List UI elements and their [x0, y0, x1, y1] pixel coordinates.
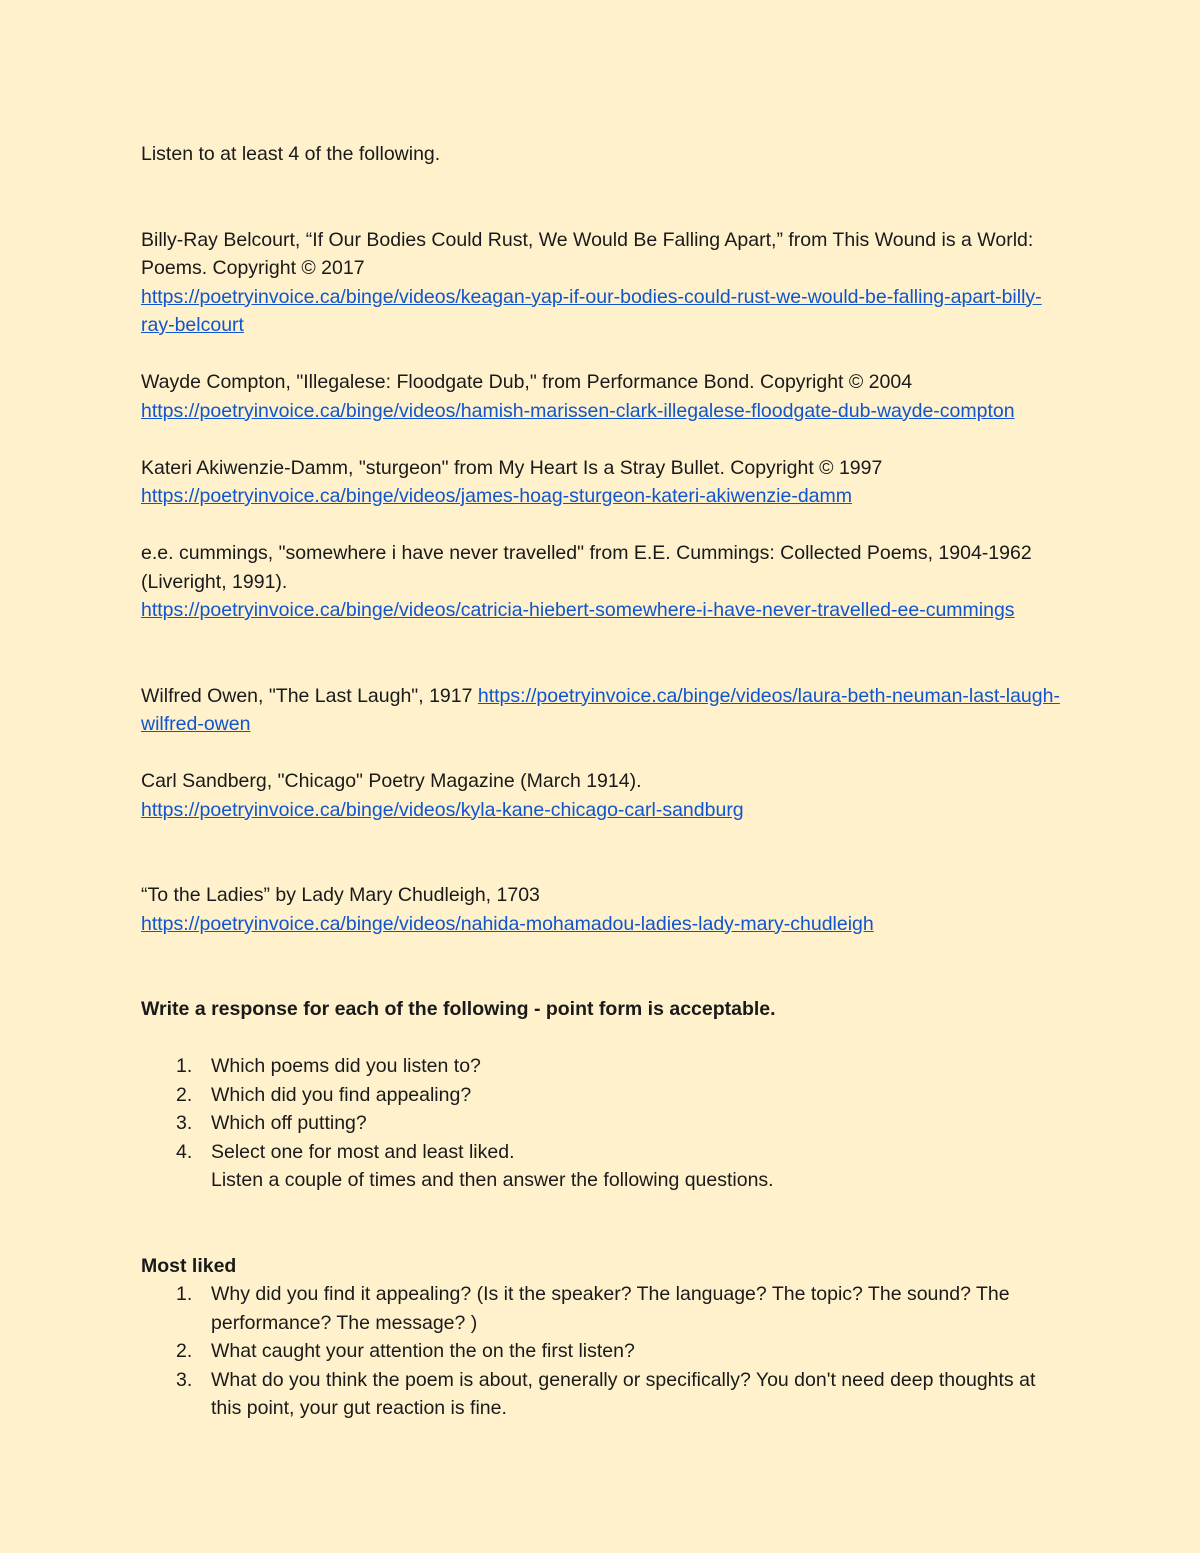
list-item-text: What caught your attention the on the first listen? — [211, 1340, 635, 1362]
response-list — [141, 1052, 1066, 1166]
response-continuation: Listen a couple of times and then answer the following questions. — [211, 1169, 774, 1191]
spacer — [141, 625, 1066, 682]
intro-text: Listen to at least 4 of the following. — [141, 143, 441, 165]
list-item — [141, 1366, 1066, 1423]
list-item — [141, 1109, 1066, 1138]
response-heading: Write a response for each of the following - point form is acceptable. — [141, 998, 776, 1020]
poem-entry-compton — [141, 368, 1066, 425]
list-item — [141, 1081, 1066, 1110]
poem-link[interactable]: https://poetryinvoice.ca/binge/videos/nahida-mohamadou-ladies-lady-mary-chudleigh — [141, 912, 874, 935]
spacer — [141, 1024, 1066, 1053]
poem-entry-cummings — [141, 539, 1066, 625]
poem-link[interactable]: https://poetryinvoice.ca/binge/videos/catricia-hiebert-somewhere-i-have-never-travelled-ee-cummings — [141, 599, 1015, 621]
list-number: 3. — [176, 1368, 193, 1391]
list-item — [141, 1138, 1066, 1167]
poem-entry-belcourt — [141, 226, 1066, 340]
list-number: 2. — [176, 1083, 193, 1106]
spacer — [141, 1195, 1066, 1252]
most-liked-list — [141, 1280, 1066, 1423]
list-item-text: Why did you find it appealing? (Is it the speaker? The language? The topic? The sound? The performance? The message? ) — [211, 1283, 1010, 1334]
list-number: 3. — [176, 1112, 193, 1134]
list-item-text: Which poems did you listen to? — [211, 1055, 481, 1077]
poem-entry-akiwenzie-damm — [141, 454, 1066, 511]
poem-link[interactable]: https://poetryinvoice.ca/binge/videos/hamish-marissen-clark-illegalese-floodgate-dub-wayde-compton — [141, 399, 1015, 422]
poem-entry-owen — [141, 682, 1066, 739]
list-item-text: Which off putting? — [211, 1112, 367, 1134]
list-item-text: What do you think the poem is about, generally or specifically? You don't need deep thoughts at this point, your gut reaction is fine. — [211, 1368, 1036, 1419]
spacer — [141, 739, 1066, 768]
list-number: 4. — [176, 1140, 193, 1163]
spacer — [141, 340, 1066, 369]
poem-citation: Wilfred Owen, "The Last Laugh", 1917 — [141, 684, 478, 707]
poem-link[interactable]: https://poetryinvoice.ca/binge/videos/james-hoag-sturgeon-kateri-akiwenzie-damm — [141, 485, 853, 507]
list-item-text: Select one for most and least liked. — [211, 1140, 515, 1163]
poem-link[interactable]: https://poetryinvoice.ca/binge/videos/laura-beth-neuman-last-laugh-wilfred-owen — [141, 684, 1060, 735]
list-item — [141, 1052, 1066, 1081]
list-item — [141, 1337, 1066, 1366]
poem-citation: e.e. cummings, "somewhere i have never travelled" from E.E. Cummings: Collected Poems, 1904-1962 (Liveright, 1991). — [141, 542, 1032, 593]
list-item — [141, 1280, 1066, 1337]
poem-link[interactable]: https://poetryinvoice.ca/binge/videos/kyla-kane-chicago-carl-sandburg — [141, 798, 744, 821]
poem-citation: Kateri Akiwenzie-Damm, "sturgeon" from My Heart Is a Stray Bullet. Copyright © 1997 — [141, 456, 883, 479]
spacer — [141, 824, 1066, 881]
poem-entry-chudleigh — [141, 881, 1066, 938]
document-page — [141, 140, 1066, 1423]
spacer — [141, 938, 1066, 995]
spacer — [141, 169, 1066, 226]
spacer — [141, 425, 1066, 454]
poem-citation: Billy-Ray Belcourt, “If Our Bodies Could Rust, We Would Be Falling Apart,” from This Wound is a World: Poems. Copyright © 2017 — [141, 228, 1034, 279]
poem-citation: Wayde Compton, "Illegalese: Floodgate Dub," from Performance Bond. Copyright © 2004 — [141, 371, 913, 393]
most-liked-heading: Most liked — [141, 1254, 237, 1277]
poem-citation: Carl Sandberg, "Chicago" Poetry Magazine (March 1914). — [141, 770, 642, 792]
poem-citation: “To the Ladies” by Lady Mary Chudleigh, 1703 — [141, 884, 540, 906]
list-item-text: Which did you find appealing? — [211, 1083, 472, 1106]
list-number: 1. — [176, 1283, 193, 1305]
spacer — [141, 511, 1066, 540]
poem-entry-sandberg — [141, 767, 1066, 824]
list-number: 1. — [176, 1055, 193, 1077]
poem-link[interactable]: https://poetryinvoice.ca/binge/videos/keagan-yap-if-our-bodies-could-rust-we-would-be-falling-apart-billy-ray-belcourt — [141, 285, 1042, 336]
list-number: 2. — [176, 1340, 193, 1362]
